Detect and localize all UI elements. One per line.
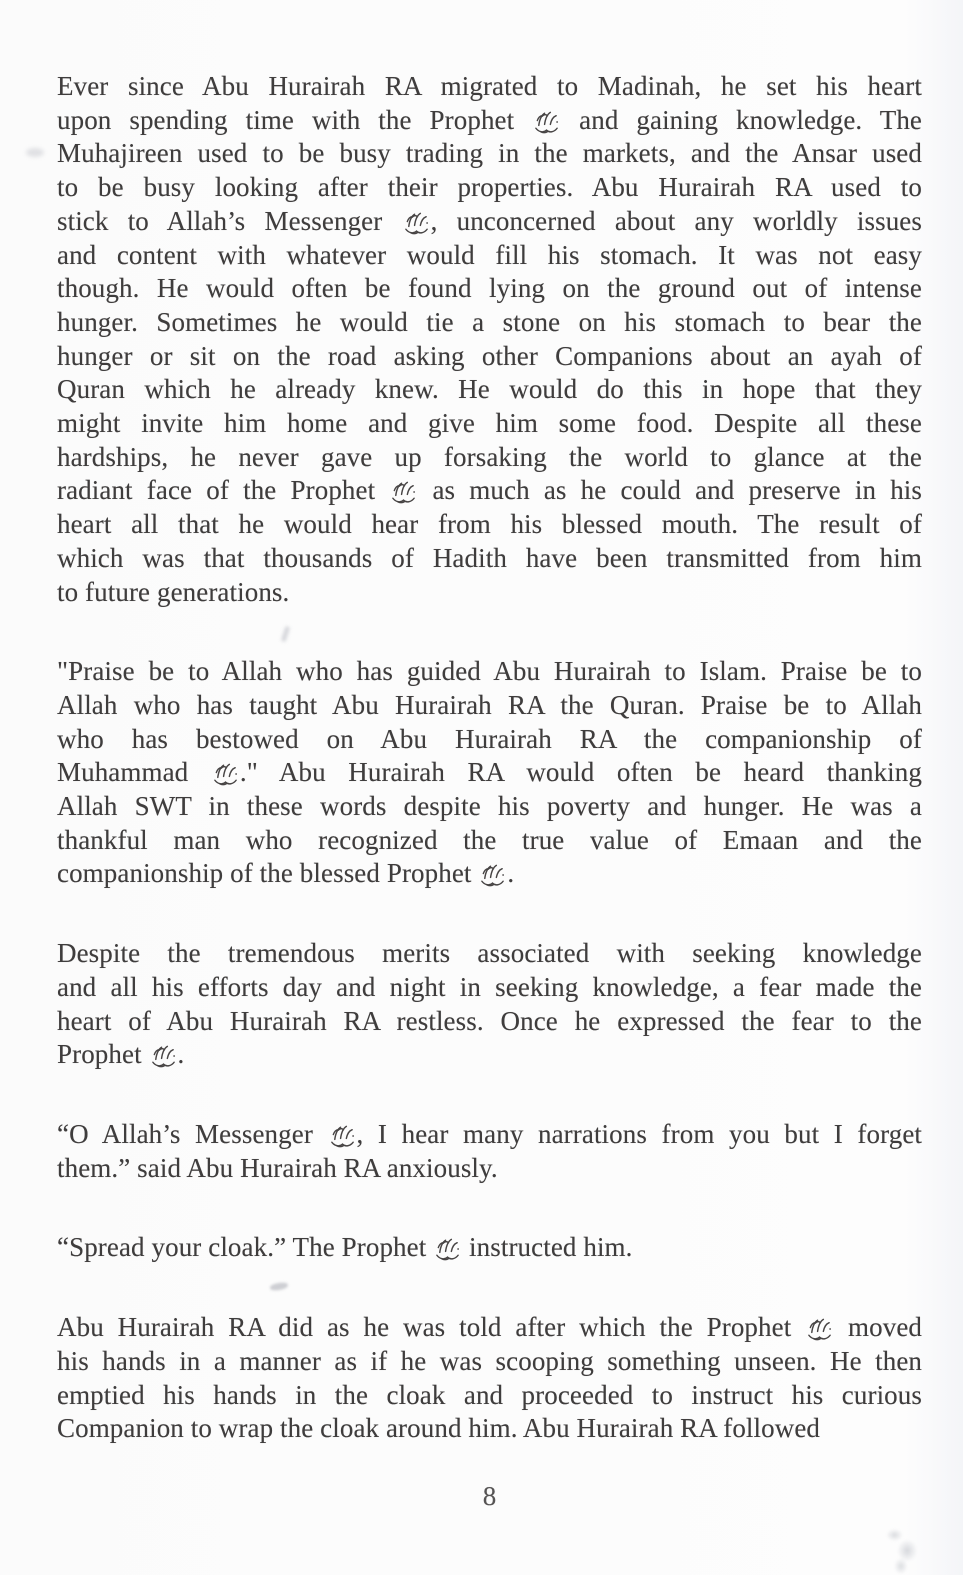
text-line: though. He would often be found lying on the ground out of intense [57,273,922,304]
text-line: heart of Abu Hurairah RA restless. Once he expressed the fear to the [57,1005,922,1036]
scan-smudge [26,148,44,157]
text-line: Allah who has taught Abu Hurairah RA the Quran. Praise be to Allah [57,689,922,720]
paragraph [57,1118,922,1185]
text-line: Abu Hurairah RA did as he was told after which the Prophet moved [57,1312,923,1343]
prophet-salutation-icon [329,1122,356,1149]
text-line: “O Allah’s Messenger , I hear many narrations from you but I forget [57,1118,923,1149]
text-line: heart all that he would hear from his blessed mouth. The result of [57,509,922,540]
text-line: Prophet . [57,1039,185,1070]
text-line: who has bestowed on Abu Hurairah RA the companionship of [57,723,922,754]
page-text [57,70,922,1492]
prophet-salutation-icon [212,760,239,787]
prophet-salutation-icon [479,861,506,888]
text-line: emptied his hands in the cloak and proceeded to instruct his curious [57,1379,922,1410]
prophet-salutation-icon [806,1315,833,1342]
text-line: them.” said Abu Hurairah RA anxiously. [57,1152,498,1183]
text-line: might invite him home and give him some food. Despite all these [57,408,922,439]
paragraph [57,70,922,609]
text-line: Allah SWT in these words despite his poverty and hunger. He was a [57,791,922,822]
text-line: "Praise be to Allah who has guided Abu Hurairah to Islam. Praise be to [57,656,922,687]
text-line: Ever since Abu Hurairah RA migrated to Madinah, he set his heart [57,71,922,101]
text-line: upon spending time with the Prophet and gaining knowledge. The [57,104,922,135]
prophet-salutation-icon [434,1235,461,1262]
text-line: to be busy looking after their properties. Abu Hurairah RA used to [57,172,922,203]
text-line: companionship of the blessed Prophet . [57,858,515,889]
text-line: “Spread your cloak.” The Prophet instructed him. [57,1232,633,1263]
text-line: to future generations. [57,576,290,607]
scan-smudge [882,1522,924,1574]
paragraph [57,1311,922,1446]
text-line: Muhammad ." Abu Hurairah RA would often be heard thanking [57,757,922,788]
text-line: and all his efforts day and night in seeking knowledge, a fear made the [57,971,922,1002]
prophet-salutation-icon [533,108,560,135]
text-line: hunger. Sometimes he would tie a stone on his stomach to bear the [57,306,922,337]
text-line: his hands in a manner as if he was scooping something unseen. He then [57,1345,922,1376]
text-line: radiant face of the Prophet as much as he could and preserve in his [57,475,922,506]
paragraph [57,655,922,891]
text-line: Despite the tremendous merits associated with seeking knowledge [57,938,922,969]
text-line: Muhajireen used to be busy trading in the markets, and the Ansar used [57,138,922,169]
prophet-salutation-icon [403,209,430,236]
page-number: 8 [482,1481,497,1511]
text-line: Quran which he already knew. He would do this in hope that they [57,374,922,405]
text-line: hardships, he never gave up forsaking the world to glance at the [57,441,922,472]
text-line: stick to Allah’s Messenger , unconcerned about any worldly issues [57,205,922,236]
prophet-salutation-icon [390,478,417,505]
text-line: hunger or sit on the road asking other Companions about an ayah of [57,340,922,371]
text-line: which was that thousands of Hadith have been transmitted from him [57,542,922,573]
text-line: thankful man who recognized the true value of Emaan and the [57,824,922,855]
text-line: and content with whatever would fill his stomach. It was not easy [57,239,922,270]
text-line: Companion to wrap the cloak around him. Abu Hurairah RA followed [57,1413,821,1444]
paragraph [57,937,922,1072]
paragraph [57,1231,922,1265]
prophet-salutation-icon [150,1042,177,1069]
